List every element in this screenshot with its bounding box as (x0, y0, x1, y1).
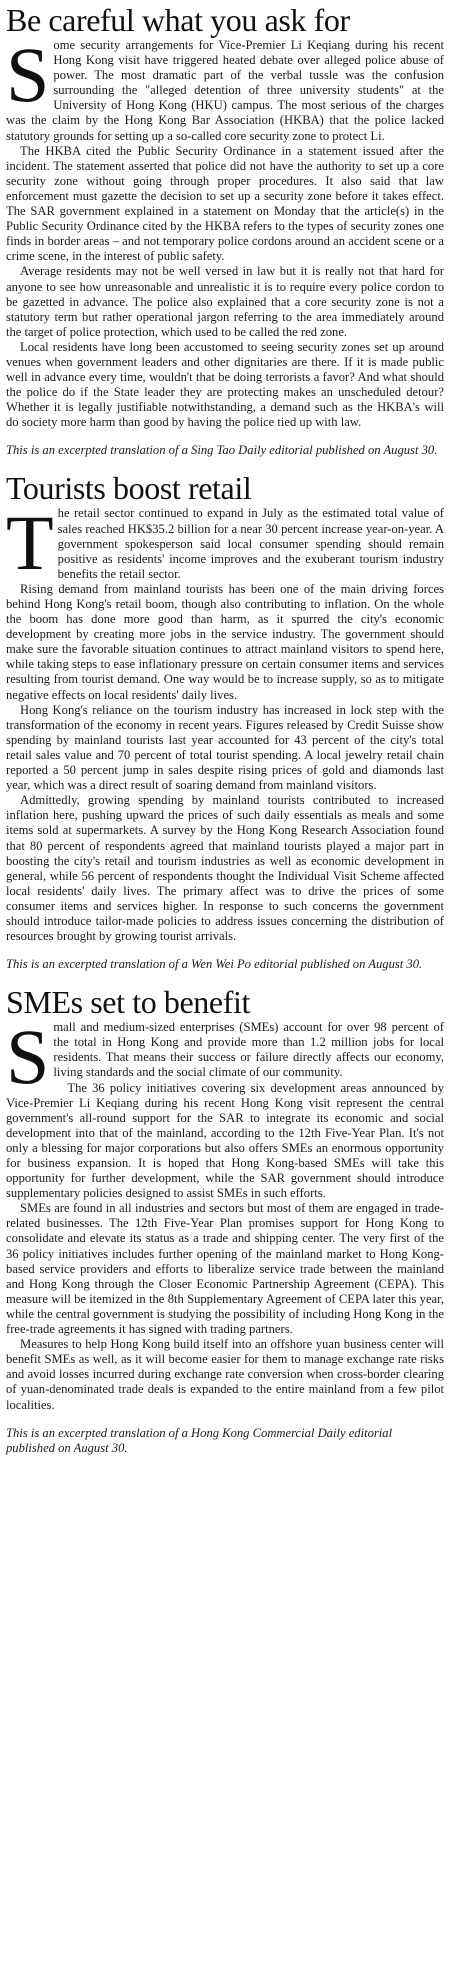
article-paragraph (6, 499, 444, 587)
article-headline: Tourists boost retail (6, 470, 252, 507)
article-be-careful (6, 0, 444, 458)
article-paragraph (6, 31, 444, 144)
article-body (6, 31, 444, 430)
drop-cap: S (6, 1013, 50, 1101)
article-credit: This is an excerpted translation of a Sing Tao Daily editorial published on August 30. (6, 443, 438, 458)
article-paragraph: Hong Kong's reliance on the tourism industry has increased in lock step with the transformation of the economy in recent years. Figures released by Credit Suisse show spending by mainland tourists last year accounted for 43 percent of the city's total retail sales value and 70 percent of total tourist spending. A local jewelry retail chain reported a 50 percent jump in sales despite rising prices of gold and diamonds last year, which was a direct result of soaring demand from mainland visitors. (6, 702, 444, 793)
article-credit: This is an excerpted translation of a Hong Kong Commercial Daily editorial published on August 30. (6, 1425, 393, 1455)
article-paragraph: SMEs are found in all industries and sectors but most of them are engaged in trade-related businesses. The 12th Five-Year Plan promises support for Hong Kong to consolidate and elevate its status as a trade and shipping center. The very first of the 36 policy initiatives includes further opening of the mainland market to Hong Kong-based service providers and efforts to liberalize service trade between the mainland and Hong Kong through the Closer Economic Partnership Agreement (CEPA). This measure will be itemized in the 8th Supplementary Agreement of CEPA later this year, while the central government is studying the possibility of including Hong Kong in the free-trade agreements it has signed with trading partners. (6, 1201, 444, 1337)
article-headline: Be careful what you ask for (6, 2, 350, 38)
article-headline: SMEs set to benefit (6, 984, 250, 1021)
article-body (6, 1013, 444, 1412)
drop-cap: S (6, 31, 50, 118)
article-paragraph: The 36 policy initiatives covering six development areas announced by Vice-Premier Li Keqiang during his recent Hong Kong visit represent the central government's all-round support for the SAR to integrate its economic and social development into that of the mainland, according to the 12th Five-Year Plan. It's not only a blessing for major corporations but also offers SMEs an enormous opportunity for business expansion. It is hoped that Hong Kong-based SMEs will take this opportunity for further development, while the SAR government should introduce supplementary policies designed to assist SMEs in such efforts. (6, 1080, 444, 1201)
article-body (6, 499, 444, 944)
article-paragraph: Measures to help Hong Kong build itself into an offshore yuan business center will benefit SMEs as well, as it will become easier for them to manage exchange rate risks and avoid losses incurred during exchange rate conversion when cross-border clearing of yuan-denominated trade deals is expanded to the entire mainland from a few pilot localities. (6, 1337, 444, 1412)
article-paragraph: The HKBA cited the Public Security Ordinance in a statement issued after the incident. The statement asserted that police did not have the authority to set up a core security zone without going through proper procedures. It also said that law enforcement must gazette the decision to set up a security zone before it takes effect. The SAR government explained in a statement on Monday that the article(s) in the Public Security Ordinance cited by the HKBA refers to the types of security zones one finds in border areas – and not temporary police cordons around an accident scene or a crime scene, in the interest of public safety. (6, 143, 444, 264)
paragraph-text: mall and medium-sized enterprises (SMEs) account for over 98 percent of the total in Hong Kong and provide more than 1.2 million jobs for local residents. That means their success or failure directly affects our economy, living standards and the social climate of our community. (53, 1020, 444, 1080)
article-paragraph: Rising demand from mainland tourists has been one of the main driving forces behind Hong Kong's retail boom, though also contributing to inflation. On the whole the boom has done more good than harm, as it spurred the city's economic development by creating more jobs in the service industry. The government should make sure the favorable situation continues to attract mainland visitors to spend here, while taking steps to ease inflationary pressure on certain consumer items and services resulting from tourist demand. One way would be to increase supply, so as to mitigate negative effects on local residents' daily lives. (6, 581, 444, 702)
paragraph-text: he retail sector continued to expand in July as the estimated total value of sales reached HK$35.2 billion for a near 30 percent increase year-on-year. A government spokesperson said local consumer spending should remain positive as residents' income improves and the exuberant tourism industry benefits the retail sector. (57, 506, 444, 581)
article-credit: This is an excerpted translation of a Wen Wei Po editorial published on August 30. (6, 957, 423, 972)
article-paragraph: Admittedly, growing spending by mainland tourists contributed to increased inflation here, pushing upward the prices of such daily essentials as meals and some items sold at supermarkets. A survey by the Hong Kong Research Association found that 80 percent of respondents agreed that mainland tourists played a major part in boosting the city's retail and tourism industries as well as economic development in general, while 56 percent of respondents thought the Individual Visit Scheme affected local residents' daily lives. The primary affect was to drive the prices of some consumer items and services higher. In response to such concerns the government should introduce tailor-made policies to address issues concerning the distribution of resources brought by growing tourist arrivals. (6, 793, 444, 944)
drop-cap: T (6, 499, 54, 587)
article-paragraph (6, 1013, 444, 1101)
article-paragraph: Average residents may not be well versed in law but it is really not that hard for anyone to see how unreasonable and unrealistic it is to require every police cordon to be gazetted in advance. The police also explained that a core security zone is not a statutory term but rather operational jargon referring to the area immediately around the target of police protection, which used to be called the red zone. (6, 264, 444, 339)
paragraph-text: ome security arrangements for Vice-Premier Li Keqiang during his recent Hong Kong visit have triggered heated debate over alleged police abuse of power. The most dramatic part of the verbal tussle was the confusion surrounding the "alleged detention of three university students" at the University of Hong Kong (HKU) campus. The most serious of the charges was the claim by the Hong Kong Bar Association (HKBA) that the police lacked statutory grounds for setting up a so-called core security zone to protect Li. (6, 38, 444, 143)
article-paragraph: Local residents have long been accustomed to seeing security zones set up around venues when government leaders and other dignitaries are there. If it is made public well in advance every time, wouldn't that be doing terrorists a favor? And what should the police do if the State leader they are protecting makes an unscheduled detour? Whether it is legally justifiable notwithstanding, a demand such as the HKBA's will do society more harm than good by having the police tied up with law. (6, 339, 444, 430)
article-smes-set-to-benefit (6, 982, 444, 1455)
article-tourists-boost-retail (6, 468, 444, 972)
